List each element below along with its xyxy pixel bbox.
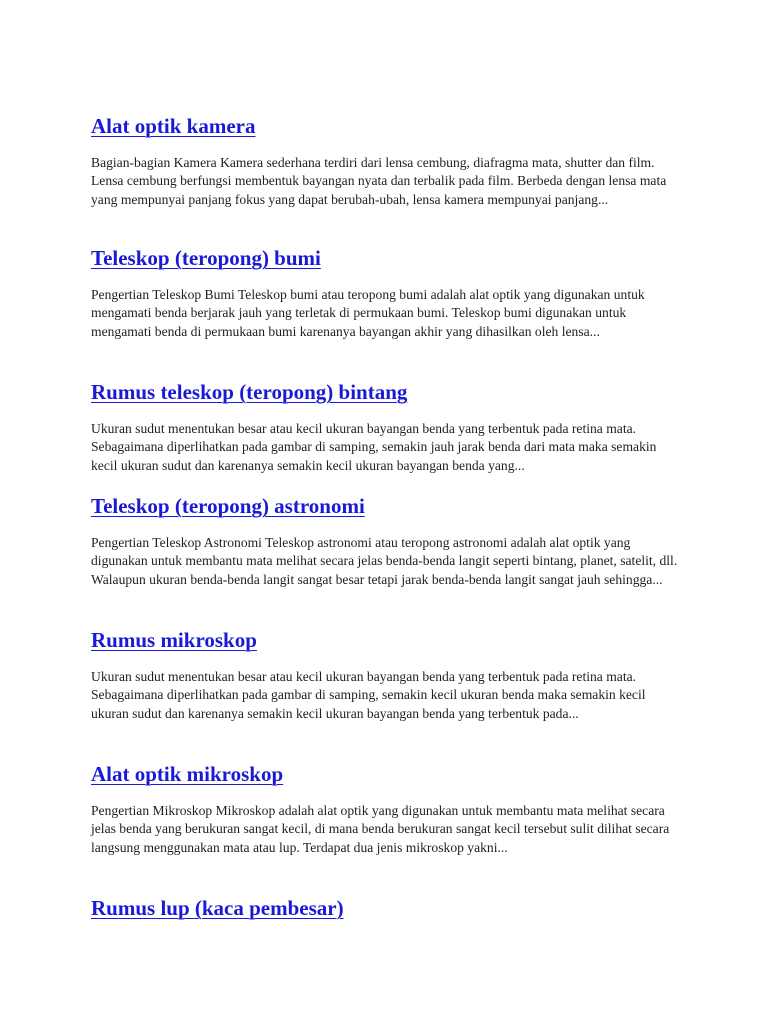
article-item	[91, 493, 691, 627]
article-item	[91, 895, 691, 935]
article-snippet: Pengertian Teleskop Bumi Teleskop bumi atau teropong bumi adalah alat optik yang digunakan untuk mengamati benda berjarak jauh yang terletak di permukaan bumi. Teleskop bumi digunakan untuk mengamati benda di permukaan bumi karenanya bayangan akhir yang dihasilkan oleh lensa...	[91, 287, 645, 339]
article-title-link[interactable]: Alat optik kamera	[91, 114, 256, 138]
article-title-link[interactable]: Teleskop (teropong) bumi	[91, 246, 321, 270]
article-item	[91, 761, 691, 895]
article-title-link[interactable]: Rumus mikroskop	[91, 628, 257, 652]
article-list	[91, 113, 691, 935]
article-snippet: Pengertian Teleskop Astronomi Teleskop astronomi atau teropong astronomi adalah alat optik yang digunakan untuk membantu mata melihat secara jelas benda-benda langit seperti bintang, planet, satelit, dll. Walaupun ukuran benda-benda langit sangat besar tetapi jarak benda-benda langit sangat jauh sehingga...	[91, 535, 678, 587]
article-item	[91, 113, 691, 245]
article-snippet: Bagian-bagian Kamera Kamera sederhana terdiri dari lensa cembung, diafragma mata, shutter dan film. Lensa cembung berfungsi membentuk bayangan nyata dan terbalik pada film. Berbeda dengan lensa mata yang mempunyai panjang fokus yang dapat berubah-ubah, lensa kamera mempunyai panjang...	[91, 155, 667, 207]
article-title-link[interactable]: Rumus teleskop (teropong) bintang	[91, 380, 408, 404]
article-title-link[interactable]: Rumus lup (kaca pembesar)	[91, 896, 344, 920]
article-title-link[interactable]: Teleskop (teropong) astronomi	[91, 494, 365, 518]
article-snippet: Pengertian Mikroskop Mikroskop adalah alat optik yang digunakan untuk membantu mata melihat secara jelas benda yang berukuran sangat kecil, di mana benda berukuran sangat kecil tersebut sulit dilihat secara langsung menggunakan mata atau lup. Terdapat dua jenis mikroskop yakni...	[91, 803, 670, 855]
article-snippet: Ukuran sudut menentukan besar atau kecil ukuran bayangan benda yang terbentuk pada retina mata. Sebagaimana diperlihatkan pada gambar di samping, semakin jauh jarak benda dari mata maka semakin kecil ukuran sudut dan karenanya semakin kecil ukuran bayangan benda yang...	[91, 421, 657, 473]
article-item	[91, 245, 691, 379]
article-item	[91, 627, 691, 761]
article-snippet: Ukuran sudut menentukan besar atau kecil ukuran bayangan benda yang terbentuk pada retina mata. Sebagaimana diperlihatkan pada gambar di samping, semakin kecil ukuran benda maka semakin kecil ukuran sudut dan karenanya semakin kecil ukuran bayangan benda yang terbentuk pada...	[91, 669, 646, 721]
article-title-link[interactable]: Alat optik mikroskop	[91, 762, 284, 786]
article-item	[91, 379, 691, 493]
